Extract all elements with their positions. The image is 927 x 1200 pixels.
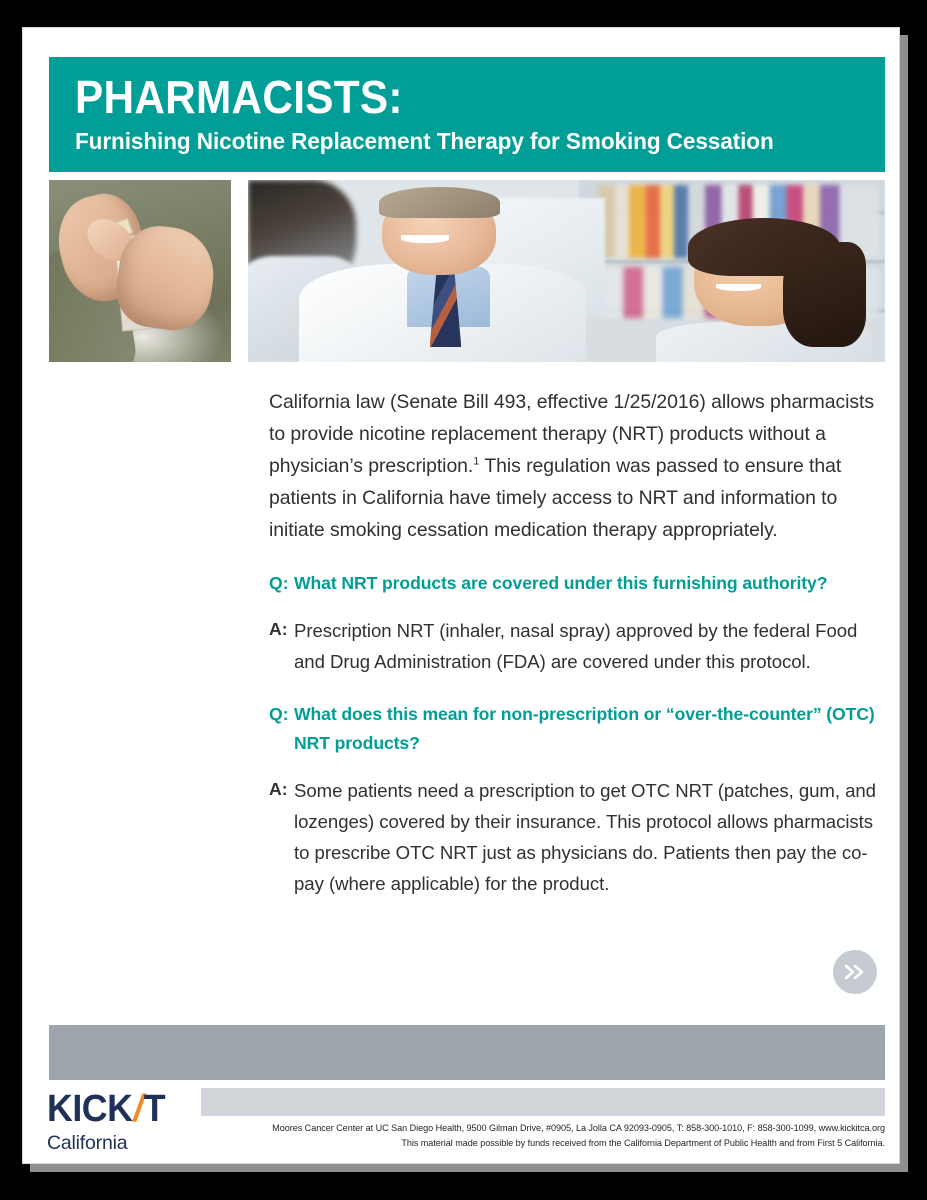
intro-text-part1: California law (Senate Bill 493, effective 1/25/2016) allows pharmacists to provide nicotine replacement therapy (NRT) products without a physician’s prescription. [269,391,875,477]
logo-kick: KICK [47,1088,133,1130]
qa-block-2 [269,700,879,899]
pharmacist-hair [379,187,500,218]
customer-hair-side [783,242,866,348]
footer-fineprint [201,1121,885,1150]
kickit-california-logo [47,1090,197,1155]
footnote-marker: 1 [473,455,480,468]
fineprint-line-1: Moores Cancer Center at UC San Diego Health, 9500 Gilman Drive, #0905, La Jolla CA 92093-0905, T: 858-300-1010, F: 858-300-1099, www.kickitca.org [272,1123,885,1133]
document-page [22,27,900,1164]
question-row [269,569,879,598]
footer-light-bar [201,1088,885,1116]
question-label: Q: [269,704,289,724]
photo-strip [49,180,885,362]
question-text: What NRT products are covered under this furnishing authority? [294,573,828,593]
logo-wordmark [47,1090,188,1128]
logo-slash-i: / [133,1088,143,1130]
main-content [269,386,879,899]
qa-block-1 [269,569,879,677]
pharmacist-smile [401,235,449,243]
photo-nicotine-gum-pack [49,180,231,362]
answer-label: A: [269,779,288,799]
double-chevron-right-icon [843,964,867,980]
question-label: Q: [269,573,289,593]
page-title: PHARMACISTS: [75,71,403,123]
next-page-button[interactable] [833,950,877,994]
fineprint-line-2: This material made possible by funds received from the California Department of Public Health and from First 5 California. [401,1137,885,1148]
logo-t: T [143,1088,166,1130]
question-text: What does this mean for non-prescription or “over-the-counter” (OTC) NRT products? [294,704,875,753]
answer-row [269,775,879,899]
header-banner [49,57,885,172]
answer-label: A: [269,619,288,639]
logo-subtitle: California [47,1132,128,1154]
footer-gray-bar [49,1025,885,1080]
answer-text: Some patients need a prescription to get OTC NRT (patches, gum, and lozenges) covered by their insurance. This protocol allows pharmacists to prescribe OTC NRT just as physicians do. Patients then pay the co-pay (where applicable) for the product. [294,780,876,894]
answer-text: Prescription NRT (inhaler, nasal spray) approved by the federal Food and Drug Administration (FDA) are covered under this protocol. [294,620,858,672]
question-row [269,700,879,758]
photo-pharmacy-consultation [248,180,885,362]
intro-paragraph [269,386,879,546]
intro-text-part2: This regulation was passed to ensure that patients in California have timely access to NRT and information to initiate smoking cessation medication therapy appropriately. [269,455,842,541]
page-subtitle: Furnishing Nicotine Replacement Therapy for Smoking Cessation [75,128,774,155]
answer-row [269,615,879,677]
